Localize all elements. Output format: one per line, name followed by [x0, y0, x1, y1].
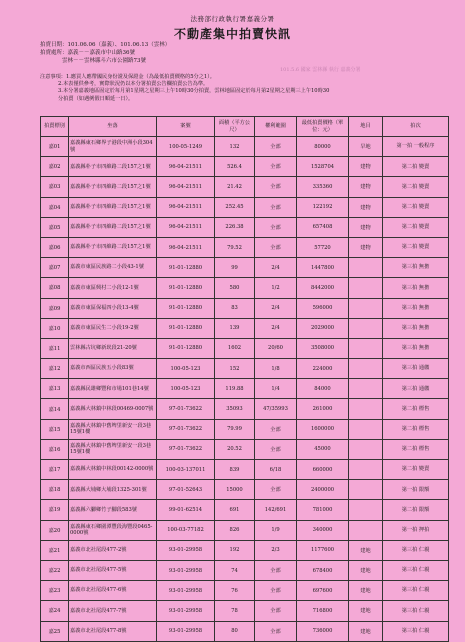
row-land-type — [349, 298, 383, 318]
auction-place-1 — [40, 50, 135, 57]
row-area: 35093 — [215, 399, 255, 419]
row-area: 1602 — [215, 338, 255, 358]
row-number: 嘉15 — [41, 419, 69, 439]
row-location: 嘉義市東區民族路二小段43-1號 — [69, 258, 157, 278]
row-auction-round: 第三拍 仁親 — [383, 601, 449, 621]
table-row — [41, 540, 449, 560]
row-case-number: 96-04-21511 — [157, 237, 215, 257]
row-number: 嘉13 — [41, 379, 69, 399]
row-area: 132 — [215, 137, 255, 157]
row-land-type — [349, 500, 383, 520]
row-location: 嘉義市北社尾段477-7號 — [69, 601, 157, 621]
auction-table — [40, 116, 449, 642]
note-line-4: 分拍賣（如遇例假日順延一日）。 — [58, 95, 134, 102]
row-right-range: 1/4 — [255, 379, 297, 399]
table-row — [41, 137, 449, 157]
row-area: 79.99 — [215, 419, 255, 439]
row-case-number: 93-01-29958 — [157, 560, 215, 580]
row-land-type — [349, 379, 383, 399]
row-area: 226.38 — [215, 217, 255, 237]
col-header: 地目 — [349, 117, 383, 137]
row-auction-round: 第三拍 無擔 — [383, 318, 449, 338]
row-area: 79.52 — [215, 237, 255, 257]
row-area: 99 — [215, 258, 255, 278]
row-land-type — [349, 258, 383, 278]
row-land-type — [349, 439, 383, 459]
table-header-row — [41, 117, 449, 137]
row-land-type — [349, 520, 383, 540]
row-min-price: 224000 — [297, 359, 349, 379]
row-land-type: 建地 — [349, 540, 383, 560]
row-right-range: 全部 — [255, 601, 297, 621]
row-land-type — [349, 338, 383, 358]
row-land-type: 建物 — [349, 217, 383, 237]
row-land-type: 建物 — [349, 157, 383, 177]
row-number: 嘉19 — [41, 500, 69, 520]
table-row — [41, 157, 449, 177]
row-area: 192 — [215, 540, 255, 560]
table-row — [41, 500, 449, 520]
row-land-type: 建物 — [349, 177, 383, 197]
row-land-type: 建地 — [349, 560, 383, 580]
row-land-type — [349, 460, 383, 480]
col-header: 權利範圍 — [255, 117, 297, 137]
row-min-price: 678400 — [297, 560, 349, 580]
row-case-number: 96-04-21511 — [157, 217, 215, 237]
row-min-price: 8442000 — [297, 278, 349, 298]
table-row — [41, 197, 449, 217]
row-auction-round: 第一拍 押拍 — [383, 520, 449, 540]
note-line-2: 2.本表僅供參考，實際狀況仍以本分署拍賣公告欄拍賣公告為準。 — [58, 81, 209, 88]
row-location: 嘉義縣東石鄉界子港段中洲小段304號 — [69, 137, 157, 157]
row-case-number: 93-01-29958 — [157, 601, 215, 621]
page-title: 不動產集中拍賣快訊 — [173, 27, 291, 41]
row-number: 嘉22 — [41, 560, 69, 580]
row-area: 78 — [215, 601, 255, 621]
row-land-type — [349, 318, 383, 338]
row-number: 嘉06 — [41, 237, 69, 257]
table-row — [41, 601, 449, 621]
row-case-number: 91-01-12880 — [157, 278, 215, 298]
table-row — [41, 258, 449, 278]
row-area: 691 — [215, 500, 255, 520]
table-row — [41, 439, 449, 459]
row-auction-round: 第三拍 仁親 — [383, 540, 449, 560]
row-land-type: 建地 — [349, 621, 383, 641]
row-area: 152 — [215, 359, 255, 379]
row-area: 80 — [215, 621, 255, 641]
row-area: 139 — [215, 318, 255, 338]
row-right-range: 全部 — [255, 480, 297, 500]
agency-name: 法務部行政執行署嘉義分署 — [190, 15, 275, 23]
row-location: 雲林縣古坑鄉新崁段21-20號 — [69, 338, 157, 358]
row-number: 嘉07 — [41, 258, 69, 278]
row-case-number: 100-03-77182 — [157, 520, 215, 540]
row-location: 嘉義縣民雄鄉豐和市場101巷14號 — [69, 379, 157, 399]
row-min-price: 45000 — [297, 439, 349, 459]
row-number: 嘉11 — [41, 338, 69, 358]
row-number: 嘉02 — [41, 157, 69, 177]
row-number: 嘉01 — [41, 137, 69, 157]
table-row — [41, 480, 449, 500]
row-location: 嘉義縣大林鎮中林段00469-0007號 — [69, 399, 157, 419]
row-location: 嘉義縣朴子市四維路二段157之1號 — [69, 157, 157, 177]
row-case-number: 93-01-29958 — [157, 581, 215, 601]
row-location: 嘉義縣朴子市四維路二段157之1號 — [69, 217, 157, 237]
note-item: 1.應買人應帶國民身份證及保證金（為最低拍賣價格的5分之1）。 — [65, 74, 215, 80]
row-case-number: 100-05-123 — [157, 359, 215, 379]
row-number: 嘉16 — [41, 439, 69, 459]
row-case-number: 97-01-52643 — [157, 480, 215, 500]
table-row — [41, 581, 449, 601]
row-auction-round: 第三拍 無擔 — [383, 278, 449, 298]
row-case-number: 100-05-123 — [157, 379, 215, 399]
row-right-range: 20/60 — [255, 338, 297, 358]
row-number: 嘉18 — [41, 480, 69, 500]
row-min-price: 1600000 — [297, 419, 349, 439]
table-row — [41, 177, 449, 197]
row-land-type: 建物 — [349, 237, 383, 257]
row-min-price: 2400000 — [297, 480, 349, 500]
row-case-number: 91-01-12880 — [157, 318, 215, 338]
row-auction-round: 第三拍 仁親 — [383, 560, 449, 580]
row-number: 嘉14 — [41, 399, 69, 419]
row-case-number: 96-04-21511 — [157, 157, 215, 177]
auction-place-1-text: 嘉義－－嘉義市中山路36號 — [67, 50, 136, 56]
row-min-price: 736000 — [297, 621, 349, 641]
auction-place-2-text: 雲林－－雲林縣斗六市公園路73號 — [62, 58, 146, 64]
row-min-price: 1177600 — [297, 540, 349, 560]
row-auction-round: 第三拍 仁親 — [383, 581, 449, 601]
row-location: 嘉義縣朴子市四維路二段157之1號 — [69, 197, 157, 217]
notes-label: 注意事項： — [40, 74, 66, 80]
row-land-type: 建物 — [349, 197, 383, 217]
row-number: 嘉17 — [41, 460, 69, 480]
row-min-price: 1447800 — [297, 258, 349, 278]
row-min-price: 340000 — [297, 520, 349, 540]
row-min-price: 697600 — [297, 581, 349, 601]
row-right-range: 1/2 — [255, 278, 297, 298]
row-case-number: 93-01-29958 — [157, 621, 215, 641]
row-right-range: 全部 — [255, 137, 297, 157]
row-location: 嘉義縣大林鎮中舊埤里新安一段3巷15號1樓 — [69, 439, 157, 459]
row-right-range: 2/4 — [255, 258, 297, 278]
table-row — [41, 520, 449, 540]
row-location: 嘉義縣六腳鄉竹子腳段583號 — [69, 500, 157, 520]
col-header: 坐落 — [69, 117, 157, 137]
row-min-price: 716800 — [297, 601, 349, 621]
row-right-range: 全部 — [255, 621, 297, 641]
row-location: 嘉義縣朴子市四維路二段157之1號 — [69, 237, 157, 257]
row-auction-round: 第二拍 變賣 — [383, 460, 449, 480]
col-header: 拍次 — [383, 117, 449, 137]
row-land-type: 建地 — [349, 601, 383, 621]
row-land-type — [349, 419, 383, 439]
row-right-range: 2/4 — [255, 298, 297, 318]
row-area: 580 — [215, 278, 255, 298]
row-number: 嘉20 — [41, 520, 69, 540]
row-location: 嘉義市東區民生二小段19-2號 — [69, 318, 157, 338]
row-case-number: 93-01-29958 — [157, 540, 215, 560]
auction-dates: 拍賣日期：101.06.06（嘉義）、101.06.13（雲林） — [40, 42, 171, 48]
row-area: 15000 — [215, 480, 255, 500]
row-location: 嘉義縣東石鄉圍潭豐段海豐段0465-0000號 — [69, 520, 157, 540]
row-auction-round: 第三拍 仁親 — [383, 621, 449, 641]
row-min-price: 2029000 — [297, 318, 349, 338]
col-header: 面積（平方公尺） — [215, 117, 255, 137]
col-header: 拍賣標別 — [41, 117, 69, 137]
row-number: 嘉10 — [41, 318, 69, 338]
row-min-price: 660000 — [297, 460, 349, 480]
row-min-price: 84000 — [297, 379, 349, 399]
row-right-range: 47/35993 — [255, 399, 297, 419]
row-location: 嘉義市北社尾段477-5號 — [69, 560, 157, 580]
table-row — [41, 298, 449, 318]
table-row — [41, 359, 449, 379]
row-min-price: 596000 — [297, 298, 349, 318]
table-row — [41, 379, 449, 399]
row-area: 20.52 — [215, 439, 255, 459]
row-auction-round: 第二拍 變賣 — [383, 217, 449, 237]
row-location: 嘉義縣大林鎮中舊埤里新安一段3巷15號1樓 — [69, 419, 157, 439]
row-land-type — [349, 359, 383, 379]
col-header: 案號 — [157, 117, 215, 137]
table-row — [41, 338, 449, 358]
row-case-number: 96-04-21511 — [157, 197, 215, 217]
row-right-range: 全部 — [255, 439, 297, 459]
row-case-number: 97-01-73622 — [157, 439, 215, 459]
row-auction-round: 第一拍 限額 — [383, 480, 449, 500]
row-number: 嘉09 — [41, 298, 69, 318]
row-auction-round: 第二拍 變賣 — [383, 237, 449, 257]
faint-stamp-text: 101.5.6 國家 雲林縣 執行 嘉義分署 — [280, 67, 361, 73]
row-right-range: 全部 — [255, 157, 297, 177]
note-line-3: 3.本分署嘉義地區固定於每月第1星期之星期三上午10時30分拍賣，雲林地區固定於每月第2星期之星期三上午10時30 — [58, 88, 330, 95]
table-row — [41, 419, 449, 439]
row-number: 嘉08 — [41, 278, 69, 298]
row-auction-round: 第三拍 無擔 — [383, 338, 449, 358]
table-row — [41, 560, 449, 580]
row-case-number: 100-03-137011 — [157, 460, 215, 480]
row-case-number: 100-05-1249 — [157, 137, 215, 157]
row-location: 嘉義市東區保福四小段13-4號 — [69, 298, 157, 318]
row-case-number: 91-01-12880 — [157, 338, 215, 358]
row-number: 嘉24 — [41, 601, 69, 621]
row-location: 嘉義市北社尾段477-6號 — [69, 581, 157, 601]
row-right-range: 6/18 — [255, 460, 297, 480]
row-area: 76 — [215, 581, 255, 601]
row-right-range: 全部 — [255, 177, 297, 197]
col-header: 最低拍賣價格（單位：元） — [297, 117, 349, 137]
row-location: 嘉義縣大林鎮中林段00142-0000號 — [69, 460, 157, 480]
row-land-type — [349, 399, 383, 419]
row-min-price: 57720 — [297, 237, 349, 257]
row-location: 嘉義市東區興村二小段12-1號 — [69, 278, 157, 298]
row-auction-round: 第二拍 變賣 — [383, 177, 449, 197]
row-area: 83 — [215, 298, 255, 318]
row-location: 嘉義縣朴子市四維路二段157之1號 — [69, 177, 157, 197]
row-right-range: 全部 — [255, 581, 297, 601]
row-case-number: 97-01-73622 — [157, 399, 215, 419]
row-min-price: 122192 — [297, 197, 349, 217]
row-location: 嘉義縣大埔鄉大埔段1325-301號 — [69, 480, 157, 500]
row-area: 74 — [215, 560, 255, 580]
row-auction-round: 第三拍 通繳 — [383, 379, 449, 399]
table-row — [41, 318, 449, 338]
row-number: 嘉21 — [41, 540, 69, 560]
row-right-range: 142/691 — [255, 500, 297, 520]
row-right-range: 1/9 — [255, 520, 297, 540]
row-min-price: 781000 — [297, 500, 349, 520]
row-right-range: 全部 — [255, 560, 297, 580]
auction-place-2 — [40, 58, 146, 65]
row-number: 嘉04 — [41, 197, 69, 217]
row-location: 嘉義市北社尾段477-8號 — [69, 621, 157, 641]
row-min-price: 80000 — [297, 137, 349, 157]
row-right-range: 全部 — [255, 197, 297, 217]
row-case-number: 91-01-12880 — [157, 258, 215, 278]
row-location: 嘉義市北社尾段477-2號 — [69, 540, 157, 560]
row-number: 嘉12 — [41, 359, 69, 379]
row-land-type: 建地 — [349, 581, 383, 601]
row-auction-round: 第二拍 變賣 — [383, 197, 449, 217]
table-row — [41, 237, 449, 257]
row-min-price: 261000 — [297, 399, 349, 419]
row-min-price: 3508000 — [297, 338, 349, 358]
row-auction-round: 第二拍 標售 — [383, 439, 449, 459]
row-land-type — [349, 480, 383, 500]
row-right-range: 1/8 — [255, 359, 297, 379]
row-area: 826 — [215, 520, 255, 540]
row-auction-round: 第二拍 標售 — [383, 399, 449, 419]
row-case-number: 97-01-73622 — [157, 419, 215, 439]
table-row — [41, 399, 449, 419]
row-right-range: 全部 — [255, 237, 297, 257]
row-auction-round: 第三拍 通繳 — [383, 359, 449, 379]
row-case-number: 99-01-62514 — [157, 500, 215, 520]
row-location: 嘉義市西區民族五小段83號 — [69, 359, 157, 379]
row-right-range: 全部 — [255, 217, 297, 237]
row-auction-round: 第三拍 無擔 — [383, 298, 449, 318]
row-auction-round: 第二拍 變賣 — [383, 157, 449, 177]
row-case-number: 91-01-12880 — [157, 298, 215, 318]
row-land-type — [349, 278, 383, 298]
row-area: 119.88 — [215, 379, 255, 399]
row-right-range: 2/4 — [255, 318, 297, 338]
row-min-price: 657408 — [297, 217, 349, 237]
row-auction-round: 第二拍 標售 — [383, 419, 449, 439]
row-auction-round: 第二拍 限額 — [383, 500, 449, 520]
row-auction-round: 第一拍 一般程序 — [383, 137, 449, 157]
row-auction-round: 第三拍 無擔 — [383, 258, 449, 278]
row-number: 嘉25 — [41, 621, 69, 641]
row-land-type: 旱地 — [349, 137, 383, 157]
auction-place-label: 拍賣處所： — [40, 50, 68, 56]
row-min-price: 1528704 — [297, 157, 349, 177]
table-row — [41, 621, 449, 641]
row-area: 526.4 — [215, 157, 255, 177]
row-number: 嘉05 — [41, 217, 69, 237]
table-body — [41, 137, 449, 642]
table-row — [41, 217, 449, 237]
table-row — [41, 278, 449, 298]
row-area: 252.45 — [215, 197, 255, 217]
notes-block — [40, 74, 329, 103]
row-area: 839 — [215, 460, 255, 480]
row-right-range: 2/3 — [255, 540, 297, 560]
table-row — [41, 460, 449, 480]
row-area: 21.42 — [215, 177, 255, 197]
row-case-number: 96-04-21511 — [157, 177, 215, 197]
row-min-price: 335360 — [297, 177, 349, 197]
row-number: 嘉03 — [41, 177, 69, 197]
row-number: 嘉23 — [41, 581, 69, 601]
row-right-range: 全部 — [255, 419, 297, 439]
